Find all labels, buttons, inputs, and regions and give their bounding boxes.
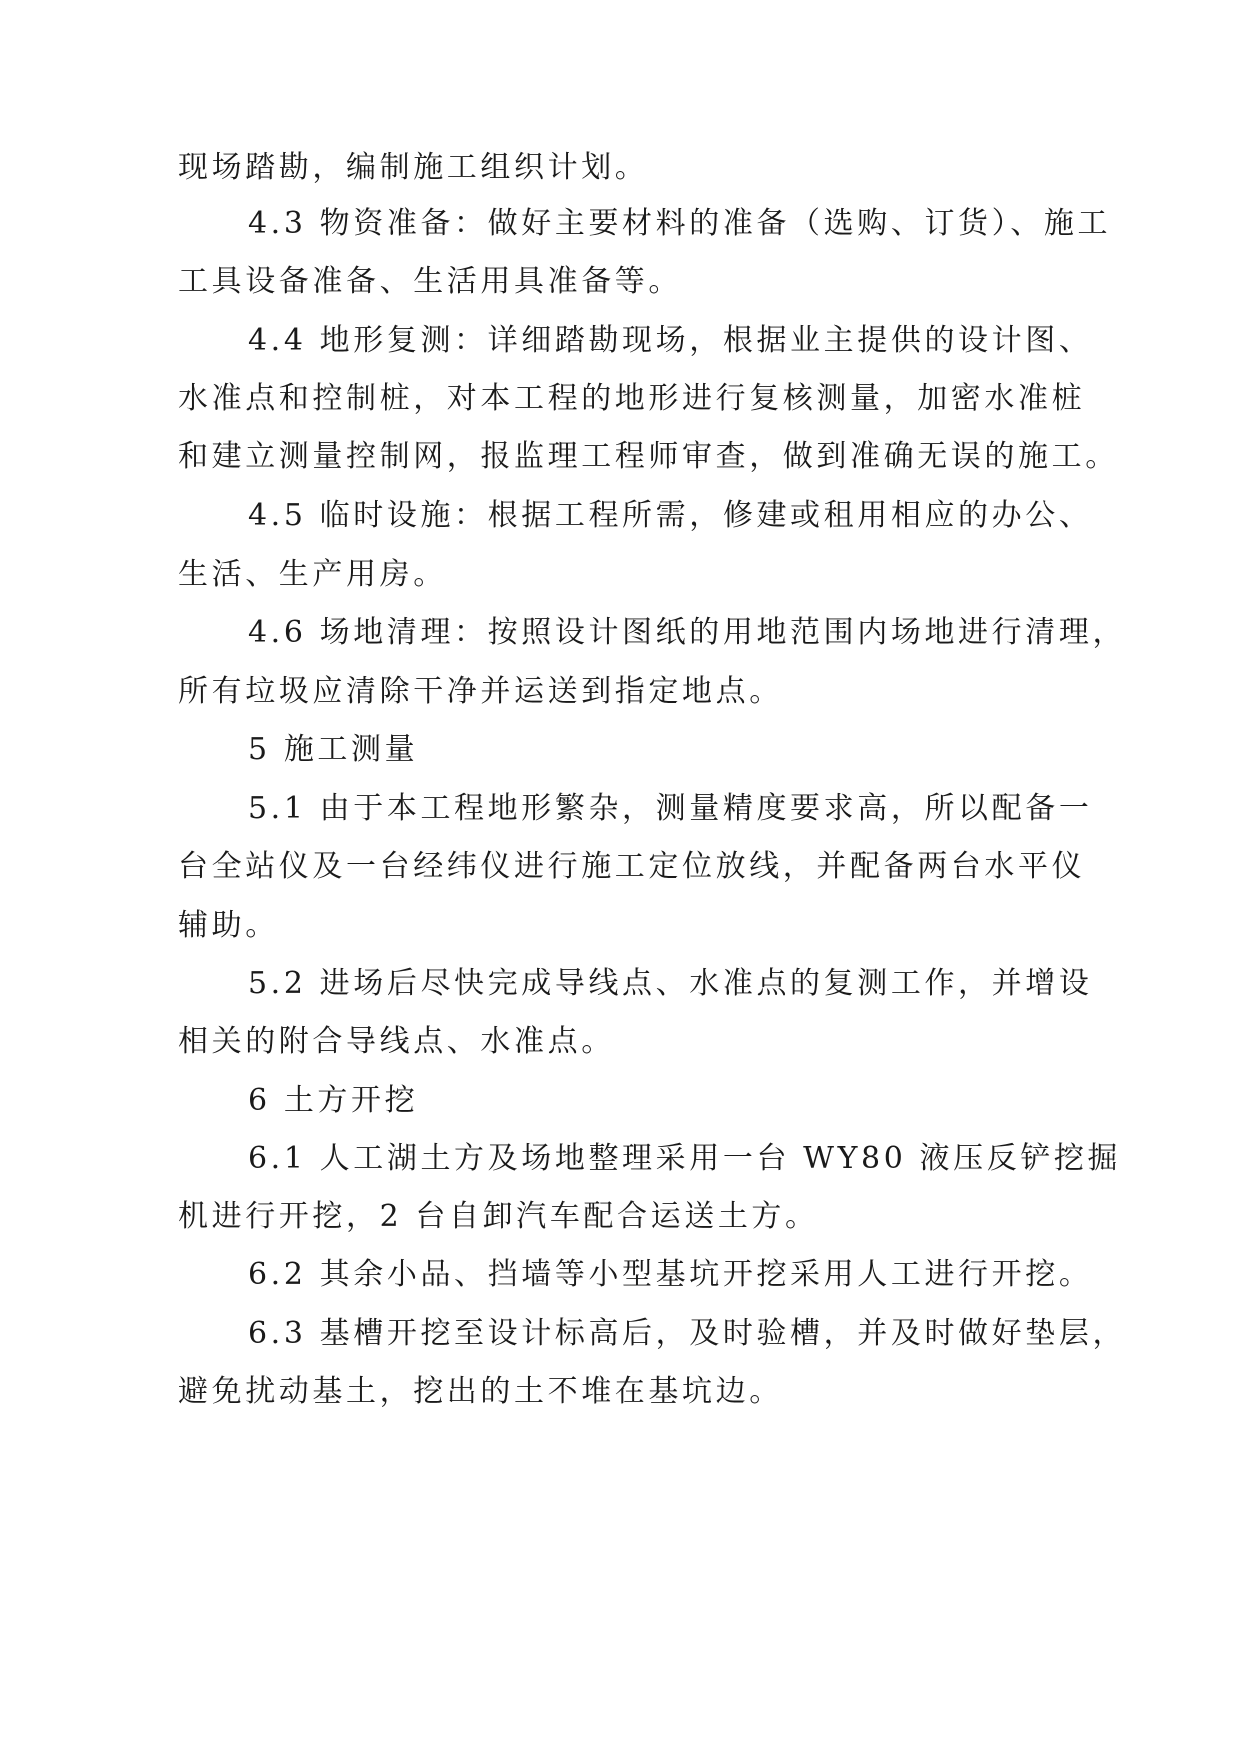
section-5-1: 5.1 由于本工程地形繁杂，测量精度要求高，所以配备一 bbox=[248, 791, 1093, 826]
text-line: 所有垃圾应清除干净并运送到指定地点。 bbox=[178, 674, 783, 709]
section-4-3: 4.3 物资准备：做好主要材料的准备（选购、订货）、施工 bbox=[248, 206, 1112, 241]
text-line: 现场踏勘，编制施工组织计划。 bbox=[178, 150, 649, 185]
text-line: 辅助。 bbox=[178, 908, 279, 943]
section-6-2: 6.2 其余小品、挡墙等小型基坑开挖采用人工进行开挖。 bbox=[248, 1257, 1093, 1292]
text-line: 台全站仪及一台经纬仪进行施工定位放线，并配备两台水平仪 bbox=[178, 849, 1086, 884]
heading-5: 5 施工测量 bbox=[248, 732, 419, 767]
text-line: 机进行开挖，2 台自卸汽车配合运送土方。 bbox=[178, 1199, 819, 1234]
section-4-4: 4.4 地形复测：详细踏勘现场，根据业主提供的设计图、 bbox=[248, 323, 1093, 358]
section-5-2: 5.2 进场后尽快完成导线点、水准点的复测工作，并增设 bbox=[248, 966, 1093, 1001]
section-6-3: 6.3 基槽开挖至设计标高后，及时验槽，并及时做好垫层， bbox=[248, 1316, 1127, 1351]
text-line: 生活、生产用房。 bbox=[178, 557, 447, 592]
text-line: 和建立测量控制网，报监理工程师审查，做到准确无误的施工。 bbox=[178, 439, 1119, 474]
text-line: 工具设备准备、生活用具准备等。 bbox=[178, 264, 682, 299]
section-4-6: 4.6 场地清理：按照设计图纸的用地范围内场地进行清理， bbox=[248, 615, 1127, 650]
text-line: 水准点和控制桩，对本工程的地形进行复核测量，加密水准桩 bbox=[178, 381, 1086, 416]
text-line: 避免扰动基土，挖出的土不堆在基坑边。 bbox=[178, 1374, 783, 1409]
section-4-5: 4.5 临时设施：根据工程所需，修建或租用相应的办公、 bbox=[248, 498, 1093, 533]
text-line: 相关的附合导线点、水准点。 bbox=[178, 1024, 615, 1059]
section-6-1: 6.1 人工湖土方及场地整理采用一台 WY80 液压反铲挖掘 bbox=[248, 1141, 1122, 1176]
heading-6: 6 土方开挖 bbox=[248, 1083, 419, 1118]
